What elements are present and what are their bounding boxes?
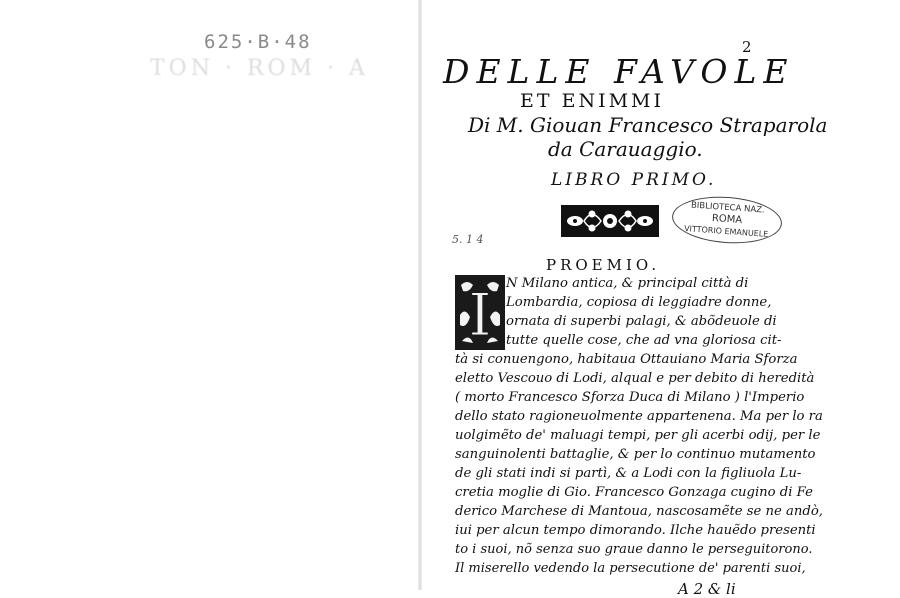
text-line: ( morto Francesco Sforza Duca di Milano ) l'Imperio (455, 390, 805, 405)
text-line: derico Marchese di Mantoua, nascosamẽte se ne andò, (455, 504, 823, 519)
stamp-line-3: VITTORIO EMANUELE (683, 224, 769, 239)
text-line: dello stato ragioneuolmente appartenena. Ma per lo ra (455, 409, 823, 424)
page-title: DELLE FAVOLE (443, 52, 795, 91)
text-line: de gli stati indi si partì, & a Lodi con la figliuola Lu- (455, 466, 802, 481)
stamp-line-2: ROMA (711, 212, 743, 227)
text-line: uolgimẽto de' maluagi tempi, per gli acerbi odij, per le (455, 428, 821, 443)
page-number: 2 (742, 38, 752, 56)
text-line-last: Il miserello vedendo la persecutione de' parenti suoi, (455, 561, 806, 576)
stamp-line-1: BIBLIOTECA NAZ. (690, 200, 766, 216)
library-stamp (671, 193, 784, 247)
text-line: cretia moglie di Gio. Francesco Gonzaga cugino di Fe (455, 485, 813, 500)
text-line: tutte quelle cose, che ad vna gloriosa cit- (506, 333, 782, 348)
text-line: to i suoi, nõ senza suo graue danno le perseguitorono. (455, 542, 813, 557)
book-heading: LIBRO PRIMO. (551, 170, 717, 190)
bleed-through-text: TON · ROM · A (150, 56, 369, 81)
ornament-icon (560, 204, 660, 238)
author-line-2: da Carauaggio. (548, 137, 703, 161)
page-subtitle: ET ENIMMI (520, 90, 664, 112)
text-line: tà si conuengono, habitaua Ottauiano Maria Sforza (455, 352, 798, 367)
shelfmark: 625·B·48 (204, 31, 312, 53)
catchword: A 2 & li (678, 580, 736, 598)
drop-cap (455, 275, 505, 350)
text-line: sanguinolenti battaglie, & per lo continuo mutamento (455, 447, 816, 462)
section-heading: PROEMIO. (546, 256, 661, 274)
drop-cap-letter: I (468, 281, 492, 349)
text-line: eletto Vescouo di Lodi, alqual e per debito di heredità (455, 371, 815, 386)
author-line-1: Di M. Giouan Francesco Straparola (468, 113, 828, 137)
text-line: N Milano antica, & principal città di (506, 276, 749, 291)
text-line: ornata di superbi palagi, & abõdeuole di (506, 314, 777, 329)
book-gutter (418, 0, 422, 590)
text-line: iui per alcun tempo dimorando. Ilche hauẽdo presenti (455, 523, 816, 538)
margin-note: 5. 1 4 (452, 233, 484, 246)
text-line: Lombardia, copiosa di leggiadre donne, (506, 295, 772, 310)
